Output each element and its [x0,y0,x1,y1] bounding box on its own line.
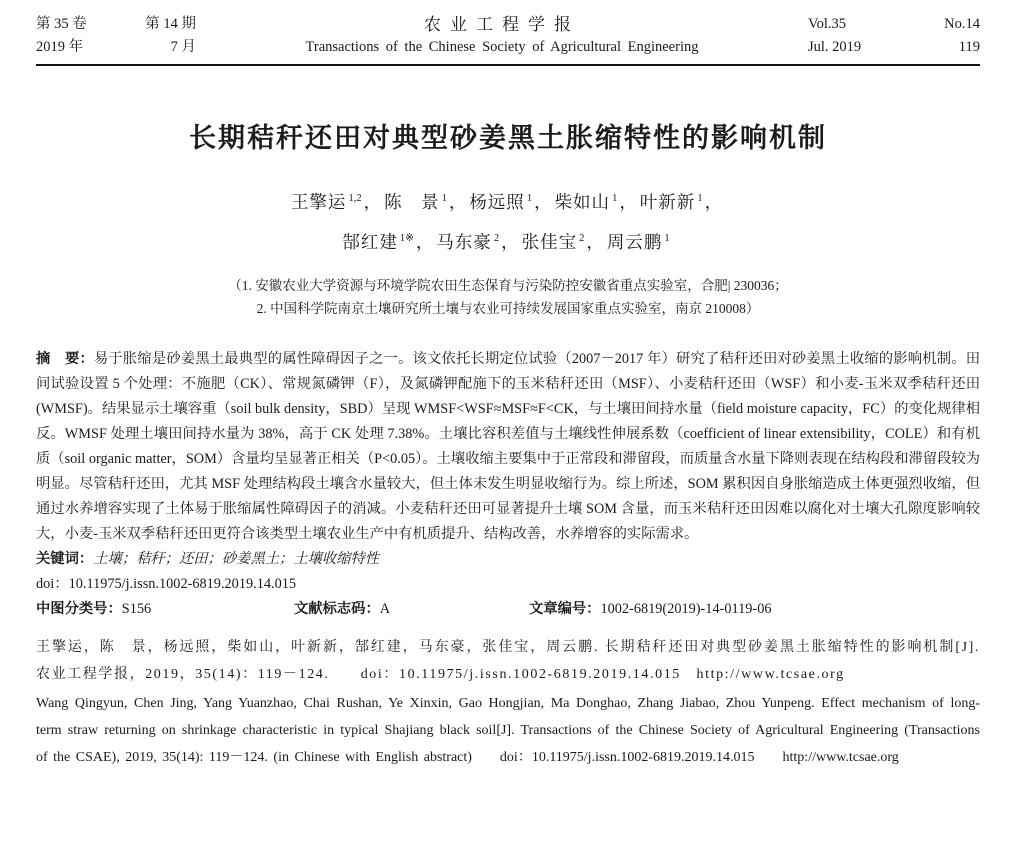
authors-line-2 [0,229,1016,254]
author-name: 柴如山 [554,192,611,212]
author [436,232,521,252]
document-code [294,597,529,622]
journal-name-en: Transactions of the Chinese Society of Agricultural Engineering [305,39,699,55]
author-separator: ， [501,232,520,252]
journal-header [0,0,1016,59]
author [469,192,554,212]
author [522,232,607,252]
volume-cn: 第 35 卷 [36,16,87,32]
author-affil-sup: 1※ [399,233,414,245]
author-affil-sup: 1 [697,193,703,205]
author-separator: ， [534,192,553,212]
author-affil-sup: 2 [579,233,585,245]
author-separator: ， [586,232,605,252]
date-en: Jul. 2019 [808,39,862,55]
article-id [529,597,772,622]
affiliation-1: （1. 安徽农业大学资源与环境学院农田生态保育与污染防控安徽省重点实验室，合肥| 230036； [228,278,788,293]
author-name: 杨远照 [469,192,525,212]
affiliation-2: 2. 中国科学院南京土壤研究所土壤与农业可持续发展国家重点实验室，南京 210008） [256,301,760,316]
article-id-label: 文章编号： [529,601,601,617]
issue-en: No.14 [944,16,980,32]
author-name: 陈 景 [384,192,440,212]
author-name: 周云鹏 [606,232,663,252]
author-name: 马东豪 [436,232,492,252]
clc-value: S156 [121,601,152,617]
journal-name-cn: 农业工程学报 [424,15,580,34]
authors-line-1 [0,189,1016,214]
citation-chinese: 王擎运，陈 景，杨远照，柴如山，叶新新，郜红建，马东豪，张佳宝，周云鹏. 长期秸秆还田对典型砂姜黑土胀缩特性的影响机制[J]. 农业工程学报，2019，35(14)：119－124. doi：10.11975/j.issn.1002-6819.2019.14.015 http://www.tcsae.org [36,640,980,682]
doi-line [36,572,980,597]
document-code-value: A [379,601,391,617]
author [291,192,384,212]
article-id-value: 1002-6819(2019)-14-0119-06 [600,601,772,617]
author-affil-sup: 2 [493,233,500,245]
author-separator: ， [363,192,383,212]
abstract-paragraph [36,347,980,547]
document-code-label: 文献标志码： [294,601,380,617]
author-name: 叶新新 [639,192,696,212]
year-cn: 2019 年 [36,39,84,55]
keywords-line [36,547,980,572]
author-name: 郜红建 [342,232,398,252]
author [555,192,640,212]
abstract-label: 摘 要： [36,351,94,367]
clc-number [36,597,294,622]
page-number: 119 [958,39,980,55]
author [640,192,725,212]
author-affil-sup: 1 [441,193,447,205]
doi-label: doi： [36,576,69,592]
affiliations [0,274,1016,320]
author-separator: ， [619,192,638,212]
author [342,232,436,252]
header-rule [36,64,980,66]
clc-label: 中图分类号： [36,601,122,617]
author-name: 王擎运 [290,192,347,212]
author-affil-sup: 1 [664,233,670,245]
author [607,232,674,252]
author-affil-sup: 1,2 [348,193,362,205]
author-separator: ， [704,192,724,212]
abstract-text: 易于胀缩是砂姜黑土最典型的属性障碍因子之一。该文依托长期定位试验（2007－2017 年）研究了秸秆还田对砂姜黑土收缩的影响机制。田间试验设置 5 个处理：不施肥（CK）、常规氮磷钾（F），及氮磷钾配施下的玉米秸秆还田（MSF）、小麦秸秆还田（WSF）和小麦-玉米双季秸秆还田(WMSF)。结果显示土壤容重（soil bulk density，SBD）呈现 WMSF<WSF≈MSF≈F<CK，与土壤田间持水量（field moisture capacity，FC）的变化规律相反。WMSF 处理土壤田间持水量为 38%，高于 CK 处理 7.38%。土壤比容积差值与土壤线性伸展系数（coefficient of linear extensibility，COLE）和有机质（soil organic matter，SOM）含量均呈显著正相关（P<0.05）。土壤收缩主要集中于正常段和滞留段，而质量含水量下降则表现在结构段和滞留段较为明显。尽管秸秆还田，尤其 MSF 处理结构段土壤含水量较大，但土体未发生明显收缩行为。综上所述，SOM 累积因自身胀缩造成土体更强烈收缩，但通过水养增容实现了土体易于胀缩属性障碍因子的消减。小麦秸秆还田可显著提升土壤 SOM 含量，而玉米秸秆还田因难以腐化对土壤大孔隙度影响较大，小麦-玉米双季秸秆还田更符合该类型土壤农业生产中有机质提升、结构改善，水养增容的实际需求。 [36,351,980,542]
author-affil-sup: 1 [526,193,533,205]
month-cn: 7 月 [170,39,196,55]
author-name: 张佳宝 [521,232,578,252]
keywords-label: 关键词： [36,551,94,567]
volume-en: Vol.35 [808,16,847,32]
issue-cn: 第 14 期 [145,16,196,32]
author [384,192,469,212]
author-separator: ， [415,232,435,252]
author-separator: ， [448,192,468,212]
header-center-block [196,13,808,59]
header-left-block [36,13,196,59]
article-title: 长期秸秆还田对典型砂姜黑土胀缩特性的影响机制 [189,123,827,153]
citation-english: Wang Qingyun, Chen Jing, Yang Yuanzhao, Chai Rushan, Ye Xinxin, Gao Hongjian, Ma Donghao, Zhang Jiabao, Zhou Yunpeng. Effect mechanism of long-term straw returning on shrinkage characteristic in typical Shajiang black soil[J]. Transactions of the Chinese Society of Agricultural Engineering (Transactions of the CSAE), 2019, 35(14): 119－124. (in Chinese with English abstract) doi：10.11975/j.issn.1002-6819.2019.14.015 http://www.tcsae.org [36,696,980,765]
keywords-text: 土壤；秸秆；还田；砂姜黑土；土壤收缩特性 [93,551,380,567]
doi-value: 10.11975/j.issn.1002-6819.2019.14.015 [68,576,297,592]
classification-line [36,597,980,622]
header-right-block [808,13,980,59]
author-affil-sup: 1 [612,193,618,205]
